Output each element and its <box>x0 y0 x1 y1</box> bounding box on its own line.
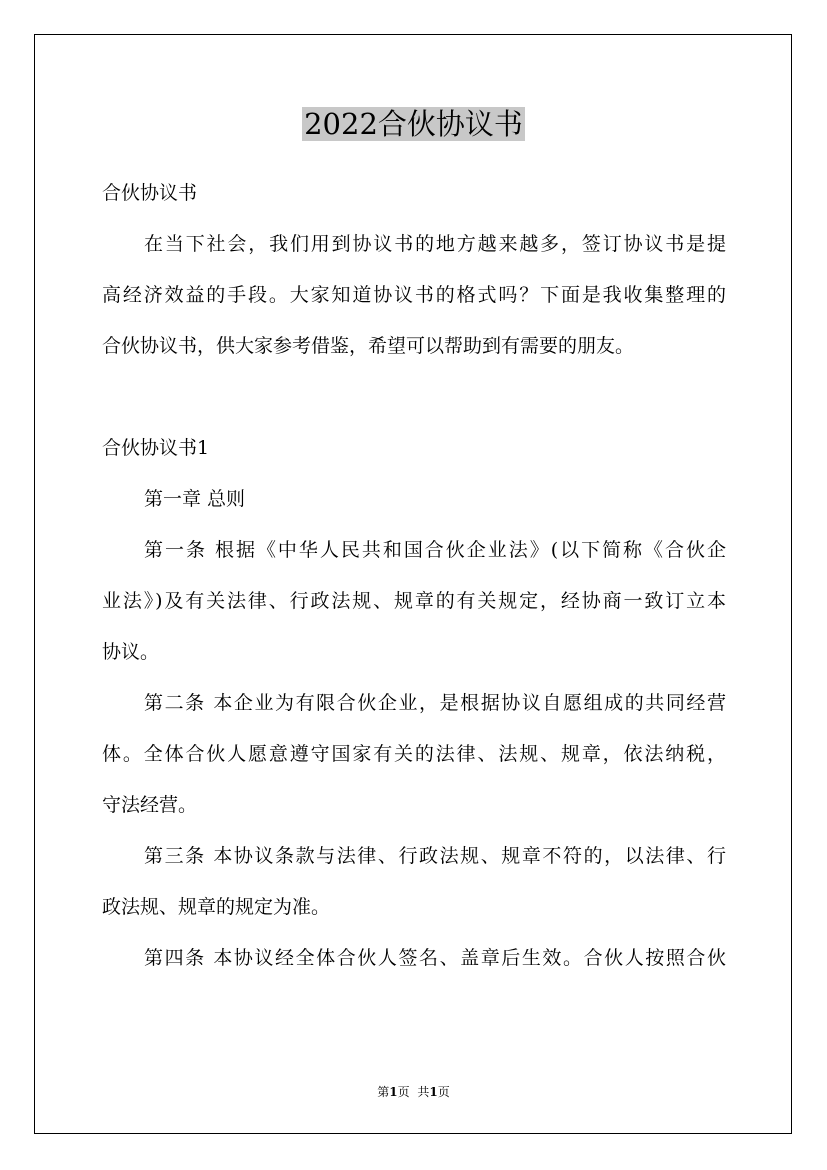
article-2-line-2: 体。全体合伙人愿意遵守国家有关的法律、法规、规章，依法纳税， <box>102 743 726 765</box>
agreement-1-heading: 合伙协议书1 <box>102 437 210 459</box>
article-1-line-2: 业法》)及有关法律、行政法规、规章的有关规定，经协商一致订立本 <box>102 590 726 612</box>
article-2-line-3: 守法经营。 <box>102 794 198 816</box>
paragraph-gap <box>102 379 726 430</box>
intro-line-1: 在当下社会，我们用到协议书的地方越来越多，签订协议书是提 <box>144 233 726 255</box>
footer-total-number: 1 <box>429 1085 438 1099</box>
intro-heading: 合伙协议书 <box>102 182 198 204</box>
page-footer <box>0 1084 827 1100</box>
document-title-text: 2022合伙协议书 <box>304 107 523 141</box>
footer-total-prefix: 共 <box>417 1085 430 1099</box>
footer-page-suffix: 页 <box>397 1085 410 1099</box>
article-3-line-1: 第三条 本协议条款与法律、行政法规、规章不符的，以法律、行 <box>144 845 726 867</box>
article-1-line-1: 第一条 根据《中华人民共和国合伙企业法》(以下简称《合伙企 <box>144 539 726 561</box>
article-4-line-1: 第四条 本协议经全体合伙人签名、盖章后生效。合伙人按照合伙 <box>144 947 726 969</box>
article-3-line-2: 政法规、规章的规定为准。 <box>102 896 331 918</box>
intro-line-3: 合伙协议书，供大家参考借鉴，希望可以帮助到有需要的朋友。 <box>102 335 635 357</box>
article-1-line-3: 协议。 <box>102 641 160 663</box>
document-body <box>102 175 726 991</box>
footer-page-prefix: 第 <box>377 1085 390 1099</box>
intro-line-2: 高经济效益的手段。大家知道协议书的格式吗？下面是我收集整理的 <box>102 284 726 306</box>
document-title <box>0 104 827 144</box>
chapter-1-heading: 第一章 总则 <box>144 488 246 510</box>
footer-total-suffix: 页 <box>437 1085 450 1099</box>
footer-page-number: 1 <box>389 1085 398 1099</box>
article-2-line-1: 第二条 本企业为有限合伙企业，是根据协议自愿组成的共同经营 <box>144 692 726 714</box>
